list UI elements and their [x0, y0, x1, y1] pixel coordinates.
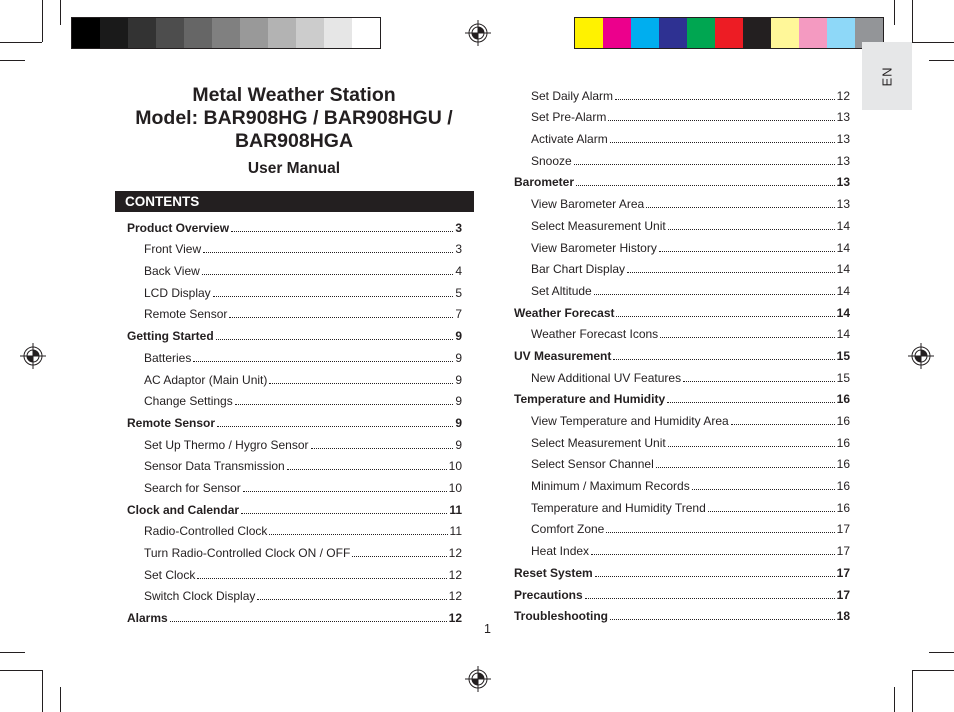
toc-entry-title: Radio-Controlled Clock	[144, 524, 268, 539]
toc-subsection-entry[interactable]	[514, 233, 850, 255]
crop-mark	[0, 60, 25, 61]
toc-entry-title: View Barometer Area	[531, 197, 645, 212]
toc-entry-title: Comfort Zone	[531, 522, 605, 537]
toc-entry-title: Precautions	[514, 587, 583, 602]
toc-dot-leader	[615, 99, 835, 100]
crop-mark	[60, 687, 61, 712]
crop-mark	[60, 0, 61, 25]
registration-mark-icon	[908, 343, 934, 369]
toc-dot-leader	[595, 576, 835, 577]
toc-section-entry[interactable]	[514, 298, 850, 320]
toc-entry-title: Temperature and Humidity	[514, 392, 666, 407]
toc-subsection-entry[interactable]	[514, 428, 850, 450]
toc-entry-title: Front View	[144, 242, 202, 257]
toc-entry-page: 14	[836, 305, 850, 320]
toc-entry-page: 9	[455, 394, 462, 409]
registration-mark-icon	[465, 20, 491, 46]
title-block	[114, 84, 474, 178]
toc-entry-title: Weather Forecast Icons	[531, 327, 659, 342]
toc-subsection-entry[interactable]	[127, 278, 462, 300]
toc-subsection-entry[interactable]	[127, 235, 462, 257]
toc-dot-leader	[170, 621, 447, 622]
toc-entry-title: Heat Index	[531, 544, 590, 559]
toc-entry-page: 16	[836, 414, 850, 428]
registration-mark-icon	[465, 666, 491, 692]
toc-dot-leader	[667, 402, 835, 403]
color-swatch	[575, 18, 603, 48]
toc-entry-title: Set Clock	[144, 567, 196, 582]
toc-entry-page: 14	[836, 262, 850, 277]
toc-subsection-entry[interactable]	[127, 343, 462, 365]
toc-entry-title: LCD Display	[144, 285, 211, 300]
crop-mark	[42, 0, 43, 42]
toc-dot-leader	[668, 446, 835, 447]
toc-entry-title: Set Up Thermo / Hygro Sensor	[144, 437, 309, 452]
toc-entry-page: 10	[448, 459, 462, 474]
toc-entry-title: Bar Chart Display	[531, 262, 626, 277]
toc-entry-page: 14	[836, 283, 850, 298]
toc-entry-page: 14	[836, 240, 850, 255]
toc-entry-title: Temperature and Humidity Trend	[531, 500, 706, 515]
crop-mark	[929, 652, 954, 653]
toc-right-column	[514, 81, 850, 623]
toc-entry-title: Barometer	[514, 175, 575, 190]
registration-mark-icon	[20, 343, 46, 369]
toc-dot-leader	[683, 381, 835, 382]
toc-entry-page: 12	[836, 88, 850, 103]
toc-subsection-entry[interactable]	[514, 276, 850, 298]
toc-entry-title: Select Measurement Unit	[531, 435, 666, 450]
toc-dot-leader	[656, 467, 835, 468]
toc-subsection-entry[interactable]	[514, 471, 850, 493]
toc-entry-title: Reset System	[514, 565, 593, 580]
color-swatch	[240, 18, 268, 48]
toc-dot-leader	[216, 339, 454, 340]
toc-dot-leader	[241, 513, 447, 514]
toc-section-entry[interactable]	[514, 168, 850, 190]
toc-subsection-entry[interactable]	[127, 538, 462, 560]
color-swatch	[296, 18, 324, 48]
toc-subsection-entry[interactable]	[514, 124, 850, 146]
color-swatch	[268, 18, 296, 48]
crop-mark	[912, 0, 913, 42]
toc-subsection-entry[interactable]	[127, 582, 462, 604]
color-swatch	[631, 18, 659, 48]
toc-entry-title: Product Overview	[127, 220, 230, 235]
color-swatch	[100, 18, 128, 48]
toc-dot-leader	[606, 532, 834, 533]
toc-dot-leader	[659, 251, 835, 252]
toc-left-column	[127, 213, 462, 625]
toc-entry-page: 7	[455, 307, 462, 322]
toc-entry-title: Select Sensor Channel	[531, 457, 654, 472]
toc-entry-page: 13	[836, 175, 850, 190]
contents-heading: CONTENTS	[115, 191, 474, 212]
color-swatch	[603, 18, 631, 48]
toc-subsection-entry[interactable]	[127, 256, 462, 278]
toc-subsection-entry[interactable]	[514, 515, 850, 537]
toc-entry-page: 12	[448, 546, 462, 560]
toc-entry-title: Set Pre-Alarm	[531, 110, 607, 125]
toc-entry-title: Remote Sensor	[144, 307, 228, 322]
toc-dot-leader	[660, 337, 834, 338]
toc-dot-leader	[269, 534, 447, 535]
toc-entry-page: 14	[836, 327, 850, 342]
toc-entry-title: Set Daily Alarm	[531, 88, 614, 103]
toc-entry-page: 17	[836, 565, 850, 580]
toc-entry-title: Turn Radio-Controlled Clock ON / OFF	[144, 546, 351, 560]
toc-entry-title: Getting Started	[127, 329, 214, 344]
toc-subsection-entry[interactable]	[127, 430, 462, 452]
toc-entry-page: 9	[455, 329, 462, 344]
toc-entry-title: Remote Sensor	[127, 415, 216, 430]
toc-entry-page: 18	[836, 609, 850, 624]
model-line: Model: BAR908HG / BAR908HGU /	[135, 107, 453, 129]
toc-entry-page: 11	[449, 502, 462, 517]
toc-entry-title: Change Settings	[144, 394, 233, 409]
crop-mark	[0, 670, 42, 671]
toc-subsection-entry[interactable]	[127, 387, 462, 409]
toc-dot-leader	[269, 383, 453, 384]
toc-dot-leader	[574, 164, 835, 165]
toc-dot-leader	[311, 448, 454, 449]
toc-dot-leader	[668, 229, 835, 230]
toc-section-entry[interactable]	[127, 495, 462, 517]
toc-entry-page: 9	[455, 350, 462, 365]
toc-entry-title: Activate Alarm	[531, 132, 608, 147]
toc-entry-title: Alarms	[127, 611, 168, 626]
language-tab-label: EN	[879, 65, 895, 87]
toc-entry-page: 16	[836, 479, 850, 494]
color-swatch-strip	[574, 17, 884, 49]
color-swatch	[771, 18, 799, 48]
toc-dot-leader	[231, 231, 453, 232]
toc-entry-title: Minimum / Maximum Records	[531, 479, 690, 494]
toc-dot-leader	[608, 120, 834, 121]
toc-entry-page: 17	[836, 522, 850, 537]
toc-subsection-entry[interactable]	[127, 473, 462, 495]
toc-entry-page: 12	[448, 589, 462, 604]
toc-section-entry[interactable]	[127, 408, 462, 430]
document-title: Metal Weather Station	[192, 84, 396, 106]
toc-entry-title: Clock and Calendar	[127, 502, 240, 517]
toc-dot-leader	[576, 185, 835, 186]
toc-subsection-entry[interactable]	[514, 146, 850, 168]
toc-entry-title: AC Adaptor (Main Unit)	[144, 372, 268, 387]
toc-subsection-entry[interactable]	[514, 255, 850, 277]
toc-subsection-entry[interactable]	[127, 452, 462, 474]
toc-entry-title: UV Measurement	[514, 348, 612, 363]
model-line-continued: BAR908HGA	[234, 130, 354, 152]
toc-subsection-entry[interactable]	[127, 517, 462, 539]
crop-mark	[42, 670, 43, 712]
toc-entry-title: New Additional UV Features	[531, 370, 682, 385]
toc-entry-page: 13	[836, 132, 850, 147]
toc-section-entry[interactable]	[514, 341, 850, 363]
crop-mark	[929, 60, 954, 61]
color-swatch	[799, 18, 827, 48]
toc-dot-leader	[613, 359, 834, 360]
toc-entry-title: Batteries	[144, 350, 192, 365]
toc-section-entry[interactable]	[127, 603, 462, 625]
toc-subsection-entry[interactable]	[514, 320, 850, 342]
crop-mark	[912, 42, 954, 43]
toc-dot-leader	[213, 296, 454, 297]
toc-entry-page: 17	[836, 544, 850, 559]
toc-dot-leader	[594, 294, 835, 295]
toc-entry-title: Search for Sensor	[144, 480, 241, 495]
toc-entry-page: 17	[836, 587, 850, 602]
toc-dot-leader	[616, 316, 834, 317]
crop-mark	[0, 652, 25, 653]
toc-entry-page: 16	[836, 392, 850, 407]
toc-subsection-entry[interactable]	[514, 406, 850, 428]
document-subtitle: User Manual	[247, 160, 341, 177]
color-swatch	[352, 18, 380, 48]
toc-dot-leader	[203, 252, 453, 253]
toc-dot-leader	[229, 317, 453, 318]
color-swatch	[156, 18, 184, 48]
toc-entry-title: View Temperature and Humidity Area	[531, 414, 729, 428]
toc-entry-title: Snooze	[531, 153, 572, 168]
toc-dot-leader	[243, 491, 447, 492]
toc-dot-leader	[692, 489, 835, 490]
color-swatch	[687, 18, 715, 48]
toc-entry-page: 13	[836, 110, 850, 125]
crop-mark	[912, 670, 913, 712]
toc-subsection-entry[interactable]	[514, 211, 850, 233]
toc-dot-leader	[646, 207, 834, 208]
toc-entry-page: 16	[836, 435, 850, 450]
color-swatch	[715, 18, 743, 48]
toc-dot-leader	[217, 426, 453, 427]
toc-entry-title: Troubleshooting	[514, 609, 608, 624]
toc-dot-leader	[193, 361, 453, 362]
toc-entry-page: 9	[455, 437, 462, 452]
grayscale-swatch-strip	[71, 17, 381, 49]
toc-entry-page: 13	[836, 153, 850, 168]
toc-dot-leader	[708, 511, 835, 512]
toc-section-entry[interactable]	[514, 385, 850, 407]
toc-entry-title: Switch Clock Display	[144, 589, 256, 604]
toc-subsection-entry[interactable]	[514, 450, 850, 472]
toc-entry-page: 9	[455, 372, 462, 387]
toc-entry-page: 15	[836, 370, 850, 385]
toc-subsection-entry[interactable]	[127, 560, 462, 582]
toc-entry-page: 10	[448, 480, 462, 495]
toc-entry-page: 5	[455, 285, 462, 300]
toc-entry-page: 16	[836, 457, 850, 472]
toc-subsection-entry[interactable]	[514, 363, 850, 385]
color-swatch	[184, 18, 212, 48]
toc-entry-page: 16	[836, 500, 850, 515]
toc-entry-page: 14	[836, 218, 850, 233]
toc-subsection-entry[interactable]	[127, 365, 462, 387]
toc-section-entry[interactable]	[514, 602, 850, 624]
toc-subsection-entry[interactable]	[514, 81, 850, 103]
toc-entry-title: Sensor Data Transmission	[144, 459, 285, 474]
toc-subsection-entry[interactable]	[514, 493, 850, 515]
toc-dot-leader	[257, 599, 446, 600]
toc-entry-page: 13	[836, 197, 850, 212]
toc-subsection-entry[interactable]	[514, 536, 850, 558]
color-swatch	[827, 18, 855, 48]
toc-entry-page: 9	[455, 415, 462, 430]
toc-dot-leader	[585, 598, 835, 599]
color-swatch	[212, 18, 240, 48]
toc-entry-page: 11	[449, 524, 462, 539]
toc-subsection-entry[interactable]	[514, 103, 850, 125]
toc-dot-leader	[610, 142, 835, 143]
crop-mark	[894, 687, 895, 712]
toc-dot-leader	[197, 578, 446, 579]
toc-entry-page: 4	[455, 264, 462, 279]
page-number: 1	[484, 622, 491, 636]
toc-subsection-entry[interactable]	[514, 189, 850, 211]
toc-dot-leader	[731, 424, 835, 425]
toc-section-entry[interactable]	[514, 558, 850, 580]
toc-entry-page: 3	[455, 220, 462, 235]
toc-entry-page: 12	[448, 611, 462, 626]
crop-mark	[894, 0, 895, 25]
toc-entry-page: 15	[836, 348, 850, 363]
color-swatch	[128, 18, 156, 48]
toc-entry-page: 12	[448, 567, 462, 582]
toc-entry-title: Weather Forecast	[514, 305, 615, 320]
toc-dot-leader	[627, 272, 835, 273]
color-swatch	[659, 18, 687, 48]
toc-section-entry[interactable]	[127, 321, 462, 343]
color-swatch	[72, 18, 100, 48]
color-swatch	[743, 18, 771, 48]
toc-entry-title: Back View	[144, 264, 200, 279]
color-swatch	[324, 18, 352, 48]
toc-dot-leader	[610, 619, 835, 620]
language-tab	[862, 42, 912, 110]
toc-entry-title: Select Measurement Unit	[531, 218, 666, 233]
toc-dot-leader	[591, 554, 835, 555]
toc-entry-page: 3	[455, 242, 462, 257]
toc-dot-leader	[235, 404, 454, 405]
crop-mark	[0, 42, 42, 43]
toc-section-entry[interactable]	[127, 213, 462, 235]
toc-entry-title: Set Altitude	[531, 283, 592, 298]
toc-entry-title: View Barometer History	[531, 240, 657, 255]
toc-section-entry[interactable]	[514, 580, 850, 602]
toc-dot-leader	[202, 274, 454, 275]
toc-subsection-entry[interactable]	[127, 300, 462, 322]
toc-dot-leader	[287, 469, 447, 470]
toc-dot-leader	[352, 556, 446, 557]
crop-mark	[912, 670, 954, 671]
